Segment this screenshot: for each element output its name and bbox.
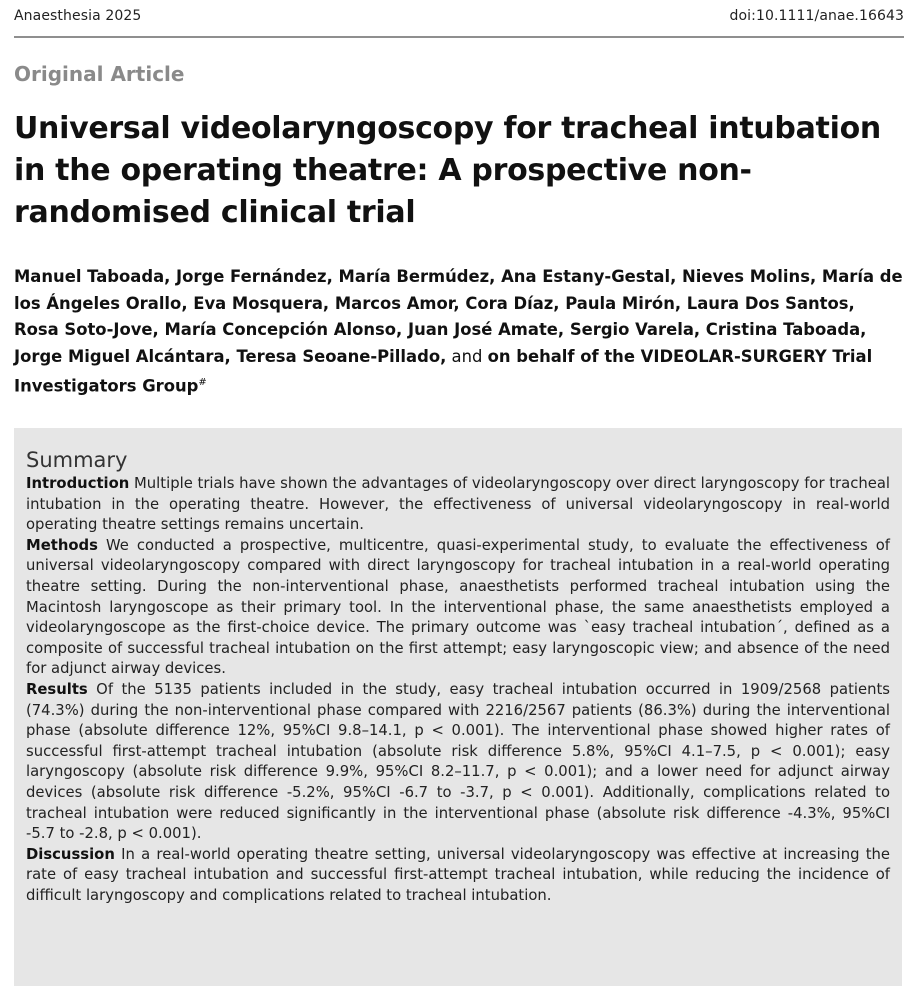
summary-discussion bbox=[26, 845, 890, 907]
author-group-footnote-mark[interactable]: # bbox=[198, 377, 207, 388]
section-label-introduction: Introduction bbox=[26, 475, 130, 492]
section-text-discussion: In a real-world operating theatre setting, universal videolaryngoscopy was effective at increasing the rate of easy tracheal intubation and successful first-attempt tracheal intubation, while reducing the incidence of difficult laryngoscopy and complications related to tracheal intubation. bbox=[26, 845, 890, 904]
section-label-methods: Methods bbox=[26, 536, 98, 554]
summary-introduction bbox=[26, 474, 890, 536]
section-text-introduction: Multiple trials have shown the advantages of videolaryngoscopy over direct laryngoscopy for tracheal intubation in the operating theatre. However, the effectiveness of universal videolaryngoscopy in real-world operating theatre settings remains uncertain. bbox=[26, 475, 890, 534]
summary-heading: Summary bbox=[26, 448, 128, 472]
section-label-discussion: Discussion bbox=[26, 845, 115, 863]
section-text-methods: We conducted a prospective, multicentre, quasi-experimental study, to evaluate the effectiveness of universal videolaryngoscopy compared with direct laryngoscopy for tracheal intubation in a real-world operating theatre setting. During the non-interventional phase, anaesthetists performed tracheal intubation using the Macintosh laryngoscope as their primary tool. In the interventional phase, the same anaesthetists employed a videolaryngoscope as the first-choice device. The primary outcome was `easy tracheal intubation´, defined as a composite of successful tracheal intubation on the first attempt; easy laryngoscopic view; and absence of the need for adjunct airway devices. bbox=[26, 536, 890, 678]
section-text-results: Of the 5135 patients included in the study, easy tracheal intubation occurred in 1909/2568 patients (74.3%) during the non-interventional phase compared with 2216/2567 patients (86.3%) during the interventional phase (absolute difference 12%, 95%CI 9.8–14.1, p < 0.001). The interventional phase showed higher rates of successful first-attempt tracheal intubation (absolute risk difference 5.8%, 95%CI 4.1–7.5, p < 0.001); easy laryngoscopy (absolute risk difference 9.9%, 95%CI 8.2–11.7, p < 0.001); and a lower need for adjunct airway devices (absolute risk difference -5.2%, 95%CI -6.7 to -3.7, p < 0.001). Additionally, complications related to tracheal intubation were reduced significantly in the interventional phase (absolute risk difference -4.3%, 95%CI -5.7 to -2.8, p < 0.001). bbox=[26, 680, 890, 843]
doi-link[interactable]: doi:10.1111/anae.16643 bbox=[729, 8, 904, 24]
author-names: Manuel Taboada, Jorge Fernández, María Bermúdez, Ana Estany-Gestal, Nieves Molins, María de los Ángeles Orallo, Eva Mosquera, Marcos Amor, Cora Díaz, Paula Mirón, Laura Dos Santos, Rosa Soto-Jove, María Concepción Alonso, Juan José Amate, Sergio Varela, Cristina Taboada, Jorge Miguel Alcántara, Teresa Seoane-Pillado, bbox=[14, 267, 903, 366]
article-type: Original Article bbox=[14, 62, 185, 86]
section-label-results: Results bbox=[26, 680, 88, 698]
summary-box bbox=[14, 428, 902, 986]
running-head bbox=[14, 8, 904, 24]
article-title: Universal videolaryngoscopy for tracheal intubation in the operating theatre: A prospective non-randomised clinical trial bbox=[14, 111, 881, 230]
summary-results bbox=[26, 680, 890, 845]
journal-name: Anaesthesia 2025 bbox=[14, 8, 142, 24]
summary-methods bbox=[26, 536, 890, 680]
author-list bbox=[14, 264, 904, 400]
header-divider bbox=[14, 36, 904, 38]
author-group: on behalf of the VIDEOLAR-SURGERY Trial Investigators Group bbox=[14, 346, 873, 396]
author-and: and bbox=[446, 346, 488, 366]
